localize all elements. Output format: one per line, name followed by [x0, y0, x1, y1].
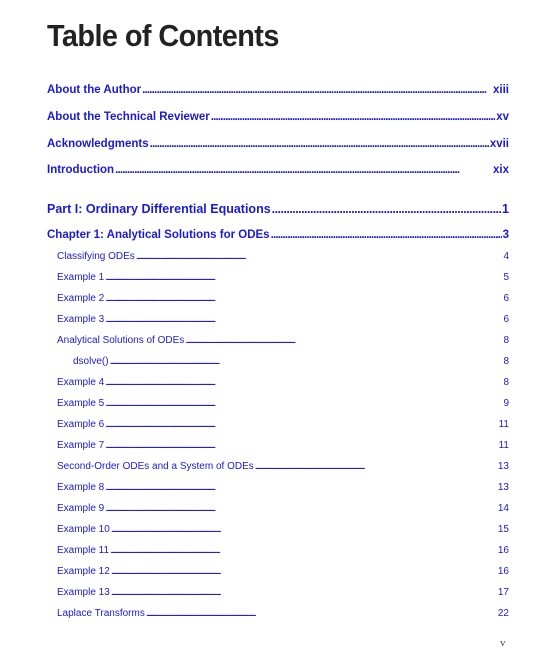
dot-leader — [142, 84, 492, 96]
dot-leader — [105, 293, 502, 304]
toc-entry-page: 13 — [497, 461, 509, 472]
dot-leader — [255, 461, 497, 472]
toc-entry-analytical-solutions[interactable] — [57, 335, 509, 351]
toc-entry-example-7[interactable] — [57, 440, 509, 456]
toc-entry-acknowledgments[interactable] — [47, 138, 509, 154]
dot-leader — [150, 138, 489, 150]
dot-leader — [111, 566, 497, 577]
toc-entry-page: 8 — [503, 377, 509, 388]
toc-entry-page: 14 — [497, 503, 509, 514]
dot-leader — [110, 545, 497, 556]
toc-entry-page: 9 — [503, 398, 509, 409]
toc-entry-label: Example 8 — [57, 482, 105, 493]
toc-entry-example-3[interactable] — [57, 314, 509, 330]
toc-entry-page: xvii — [489, 138, 509, 150]
dot-leader — [105, 398, 502, 409]
toc-entry-classifying-odes[interactable] — [57, 251, 509, 267]
toc-entry-page: xiii — [493, 84, 509, 96]
dot-leader — [105, 440, 497, 451]
toc-entry-page: xv — [496, 111, 509, 123]
toc-entry-label: Example 3 — [57, 314, 105, 325]
toc-entry-laplace-transforms[interactable] — [57, 608, 509, 624]
toc-entry-label: Example 1 — [57, 272, 105, 283]
dot-leader — [105, 314, 502, 325]
toc-entry-example-5[interactable] — [57, 398, 509, 414]
toc-entry-page: 13 — [497, 482, 509, 493]
toc-entry-label: Acknowledgments — [47, 138, 149, 150]
toc-entry-label: Example 7 — [57, 440, 105, 451]
toc-entry-label: Introduction — [47, 164, 115, 176]
toc-entry-page: 8 — [503, 335, 509, 346]
toc-entry-page: 11 — [498, 440, 509, 451]
toc-entry-label: Example 9 — [57, 503, 105, 514]
toc-entry-introduction[interactable] — [47, 164, 509, 180]
toc-entry-page: 22 — [497, 608, 509, 619]
toc-entry-example-8[interactable] — [57, 482, 509, 498]
dot-leader — [185, 335, 502, 346]
toc-entry-page: 6 — [503, 293, 509, 304]
toc-entry-label: Example 12 — [57, 566, 110, 577]
toc-entry-about-author[interactable] — [47, 84, 509, 100]
dot-leader — [136, 251, 503, 262]
toc-entry-example-4[interactable] — [57, 377, 509, 393]
dot-leader — [272, 202, 501, 216]
dot-leader — [115, 164, 492, 176]
toc-entry-second-order-odes[interactable] — [57, 461, 509, 477]
dot-leader — [105, 272, 502, 283]
toc-entry-label: About the Technical Reviewer — [47, 111, 210, 123]
toc-entry-about-reviewer[interactable] — [47, 111, 509, 127]
toc-entry-page: 16 — [497, 566, 509, 577]
dot-leader — [211, 111, 495, 123]
toc-entry-example-13[interactable] — [57, 587, 509, 603]
toc-entry-dsolve[interactable] — [73, 356, 509, 372]
toc-entry-example-2[interactable] — [57, 293, 509, 309]
toc-entry-label: Example 13 — [57, 587, 110, 598]
toc-entry-page: 4 — [503, 251, 509, 262]
dot-leader — [105, 503, 497, 514]
toc-entry-label: Analytical Solutions of ODEs — [57, 335, 185, 346]
toc-entry-page: xix — [493, 164, 509, 176]
toc-entry-chapter-1[interactable] — [47, 229, 509, 245]
toc-entry-example-1[interactable] — [57, 272, 509, 288]
page-number: v — [500, 637, 506, 649]
toc-entry-label: About the Author — [47, 84, 142, 96]
toc-entry-label: Example 2 — [57, 293, 105, 304]
toc-entry-page: 15 — [497, 524, 509, 535]
toc-entry-label: Example 6 — [57, 419, 105, 430]
dot-leader — [110, 356, 503, 367]
toc-entry-page: 16 — [497, 545, 509, 556]
dot-leader — [111, 524, 497, 535]
toc-entry-page: 6 — [503, 314, 509, 325]
toc-entry-label: Example 10 — [57, 524, 110, 535]
toc-entry-page: 1 — [502, 202, 509, 216]
toc-entry-label: Part I: Ordinary Differential Equations — [47, 202, 271, 216]
toc-entry-page: 17 — [497, 587, 509, 598]
toc-entry-label: Classifying ODEs — [57, 251, 135, 262]
dot-leader — [111, 587, 497, 598]
toc-entry-example-6[interactable] — [57, 419, 509, 435]
toc-entry-page: 11 — [498, 419, 509, 430]
dot-leader — [271, 229, 502, 241]
toc-entry-label: dsolve() — [73, 356, 109, 367]
toc-entry-example-11[interactable] — [57, 545, 509, 561]
toc-entry-label: Laplace Transforms — [57, 608, 145, 619]
toc-entry-page: 5 — [503, 272, 509, 283]
toc-entry-part-1[interactable] — [47, 202, 509, 218]
dot-leader — [105, 419, 497, 430]
toc-entry-label: Second-Order ODEs and a System of ODEs — [57, 461, 254, 472]
toc-entry-page: 3 — [502, 229, 509, 241]
toc-entry-label: Example 5 — [57, 398, 105, 409]
toc-entry-label: Chapter 1: Analytical Solutions for ODEs — [47, 229, 270, 241]
dot-leader — [105, 482, 497, 493]
toc-entry-label: Example 4 — [57, 377, 105, 388]
toc-entry-label: Example 11 — [57, 545, 110, 556]
toc-entry-example-12[interactable] — [57, 566, 509, 582]
toc-entry-example-9[interactable] — [57, 503, 509, 519]
toc-entry-page: 8 — [503, 356, 509, 367]
page-title: Table of Contents — [47, 18, 279, 53]
toc-entry-example-10[interactable] — [57, 524, 509, 540]
dot-leader — [146, 608, 497, 619]
dot-leader — [105, 377, 502, 388]
